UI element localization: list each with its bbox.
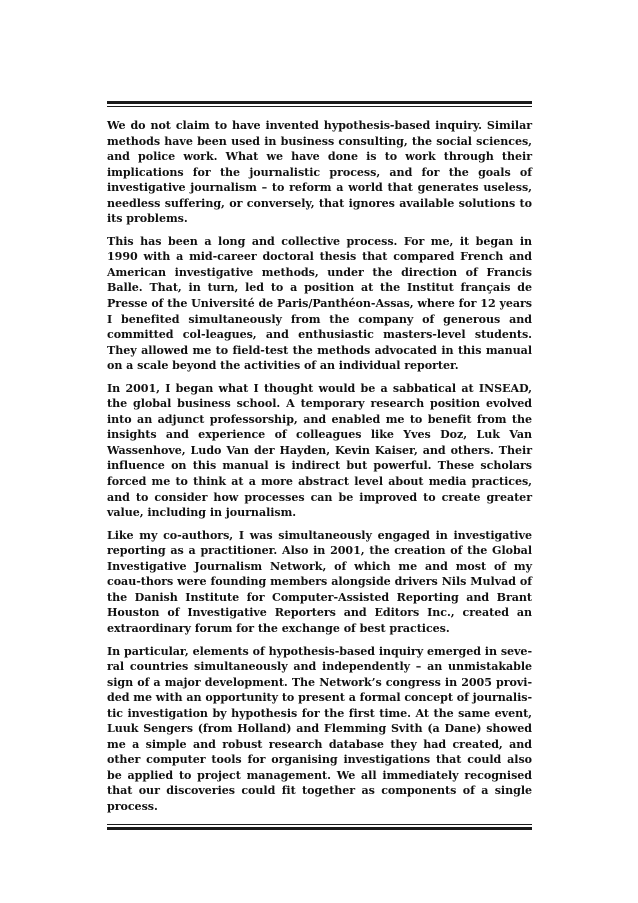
top-double-rule — [107, 101, 532, 107]
body-text — [107, 118, 532, 822]
paragraph-hypothesis-emergence: In particular, elements of hypothesis-based inquiry emerged in seve-ral countries simultaneously and independently – an unmistakable sign of a major development. The Network’s congress in 2005 provi-ded me with an opportunity to present a formal concept of journalis-tic investigation by hypothesis for the first time. At the same event, Luuk Sengers (from Holland) and Flemming Svith (a Dane) showed me a simple and robust research database they had created, and other computer tools for organising investigations that could also be applied to project management. We all immediately recognised that our discoveries could fit together as components of a single process. — [107, 644, 532, 813]
bottom-double-rule — [107, 824, 532, 830]
paragraph-insead: In 2001, I began what I thought would be a sabbatical at INSEAD, the global business school. A temporary research position evolved into an adjunct professorship, and enabled me to benefit from the insights and experience of colleagues like Yves Doz, Luk Van Wassenhove, Ludo Van der Hayden, Kevin Kaiser, and others. Their influence on this manual is indirect but powerful. These scholars forced me to think at a more abstract level about media practices, and to consider how processes can be improved to create greater value, including in journalism. — [107, 381, 532, 520]
paragraph-collective-process: This has been a long and collective process. For me, it began in 1990 with a mid-career doctoral thesis that compared French and American investigative methods, under the direction of Francis Balle. That, in turn, led to a position at the Institut français de Presse of the Université de Paris/Panthéon-Assas, where for 12 years I benefited simultaneously from the company of generous and committed col-leagues, and enthusiastic masters-level students. They allowed me to field-test the methods advocated in this manual on a scale beyond the activities of an individual reporter. — [107, 234, 532, 373]
bottom-rule-thick-line — [107, 827, 532, 830]
paragraph-hypothesis-inquiry: We do not claim to have invented hypothesis-based inquiry. Similar methods have been used in business consulting, the social sciences, and police work. What we have done is to work through their implications for the journalistic process, and for the goals of investigative journalism – to reform a world that generates useless, needless suffering, or conversely, that ignores available solutions to its problems. — [107, 119, 532, 226]
top-rule-thin-line — [107, 106, 532, 107]
paragraph-investigative-network: Like my co-authors, I was simultaneously engaged in investigative reporting as a practitioner. Also in 2001, the creation of the Global Investigative Journalism Network, of which me and most of my coau-thors were founding members alongside drivers Nils Mulvad of the Danish Institute for Computer-Assisted Reporting and Brant Houston of Investigative Reporters and Editors Inc., created an extraordinary forum for the exchange of best practices. — [107, 528, 532, 635]
